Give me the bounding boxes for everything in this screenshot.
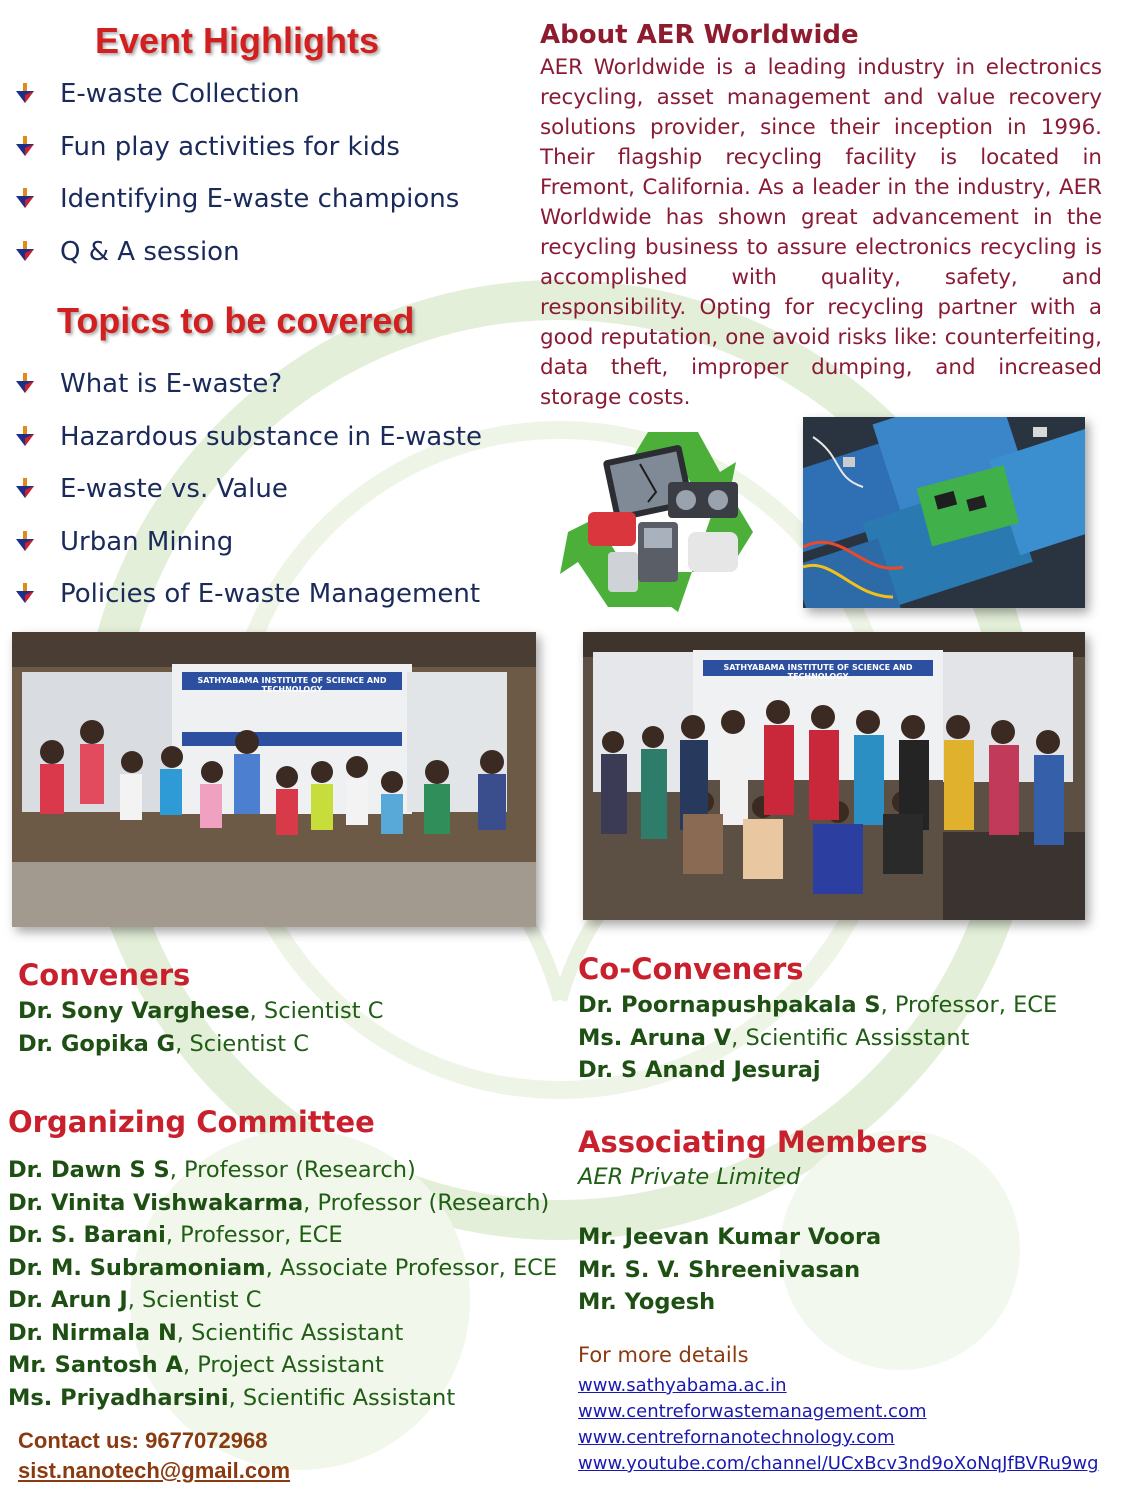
person-row: Mr. Santosh A, Project Assistant — [8, 1352, 384, 1378]
list-item: E-waste Collection — [12, 68, 459, 121]
topics-list — [12, 358, 482, 621]
list-item: Hazardous substance in E-waste — [12, 411, 482, 464]
conveners-list — [18, 995, 383, 1060]
links-list — [578, 1373, 1099, 1477]
list-item: E-waste vs. Value — [12, 463, 482, 516]
associating-members-list — [578, 1221, 881, 1319]
person-row: Ms. Aruna V, Scientific Assisstant — [578, 1024, 970, 1051]
about-title: About AER Worldwide — [540, 20, 859, 50]
contact-phone: Contact us: 9677072968 — [18, 1428, 268, 1453]
contact-email-link[interactable]: sist.nanotech@gmail.com — [18, 1458, 291, 1483]
list-item: Identifying E-waste champions — [12, 173, 459, 226]
person-row: Dr. M. Subramoniam, Associate Professor, ECE — [8, 1254, 558, 1281]
person-row: Ms. Priyadharsini, Scientific Assistant — [8, 1384, 456, 1411]
person-row: Dr. Vinita Vishwakarma, Professor (Research) — [8, 1189, 550, 1216]
arrow-bullet-icon — [12, 134, 46, 160]
person-row: Mr. S. V. Shreenivasan — [578, 1256, 861, 1283]
organizing-committee-title: Organizing Committee — [8, 1105, 375, 1139]
person-row: Mr. Jeevan Kumar Voora — [578, 1224, 882, 1250]
more-details-title: For more details — [578, 1343, 749, 1367]
organizing-committee-list — [8, 1154, 557, 1414]
list-item: What is E-waste? — [12, 358, 482, 411]
circuit-boards-photo — [803, 417, 1085, 608]
list-item: Fun play activities for kids — [12, 121, 459, 174]
event-highlights-title: Event Highlights — [95, 20, 380, 61]
link-waste-management[interactable]: www.centreforwastemanagement.com — [578, 1401, 927, 1422]
person-row: Dr. S Anand Jesuraj — [578, 1057, 821, 1083]
link-sathyabama[interactable]: www.sathyabama.ac.in — [578, 1375, 787, 1396]
arrow-bullet-icon — [12, 186, 46, 212]
person-row: Dr. Poornapushpakala S, Professor, ECE — [578, 992, 1058, 1018]
person-row: Dr. S. Barani, Professor, ECE — [8, 1222, 343, 1248]
list-item: Urban Mining — [12, 516, 482, 569]
adults-group-photo — [583, 632, 1085, 920]
about-paragraph: AER Worldwide is a leading industry in electronics recycling, asset management and value recovery solutions provider, since their inception in 1996. Their flagship recycling facility is located in Fremont, California. As a leader in the industry, AER Worldwide has shown great advancement in the recycling business to assure electronics recycling is accomplished with quality, safety, and responsibility. Opting for recycling partner with a good reputation, one avoid risks like: counterfeiting, data theft, improper dumping, and increased storage costs. — [540, 55, 1102, 410]
associating-company: AER Private Limited — [578, 1164, 801, 1190]
link-nanotechnology[interactable]: www.centrefornanotechnology.com — [578, 1427, 895, 1448]
person-row: Dr. Sony Varghese, Scientist C — [18, 998, 384, 1024]
arrow-bullet-icon — [12, 81, 46, 107]
person-row: Dr. Dawn S S, Professor (Research) — [8, 1157, 416, 1183]
topics-title: Topics to be covered — [57, 300, 415, 341]
co-conveners-title: Co-Conveners — [578, 952, 804, 986]
recycle-electronics-image — [548, 412, 792, 622]
person-row: Dr. Arun J, Scientist C — [8, 1287, 262, 1313]
conveners-title: Conveners — [18, 958, 191, 992]
person-row: Mr. Yogesh — [578, 1289, 716, 1315]
person-row: Dr. Gopika G, Scientist C — [18, 1030, 309, 1057]
banner-text: SATHYABAMA INSTITUTE OF SCIENCE AND TECHNOLOGY — [197, 676, 387, 694]
associating-members-title: Associating Members — [578, 1125, 928, 1159]
link-youtube-channel[interactable]: www.youtube.com/channel/UCxBcv3nd9oXoNqJfBVRu9wg — [578, 1453, 1099, 1474]
highlights-list — [12, 68, 459, 278]
arrow-bullet-icon — [12, 239, 46, 265]
list-item: Q & A session — [12, 226, 459, 279]
co-conveners-list — [578, 989, 1057, 1087]
list-item: Policies of E-waste Management — [12, 568, 482, 621]
kids-group-photo — [12, 632, 536, 927]
arrow-bullet-icon — [12, 371, 46, 397]
person-row: Dr. Nirmala N, Scientific Assistant — [8, 1319, 404, 1346]
arrow-bullet-icon — [12, 581, 46, 607]
arrow-bullet-icon — [12, 476, 46, 502]
banner-text: SATHYABAMA INSTITUTE OF SCIENCE AND TECHNOLOGY — [723, 663, 913, 681]
arrow-bullet-icon — [12, 424, 46, 450]
arrow-bullet-icon — [12, 529, 46, 555]
